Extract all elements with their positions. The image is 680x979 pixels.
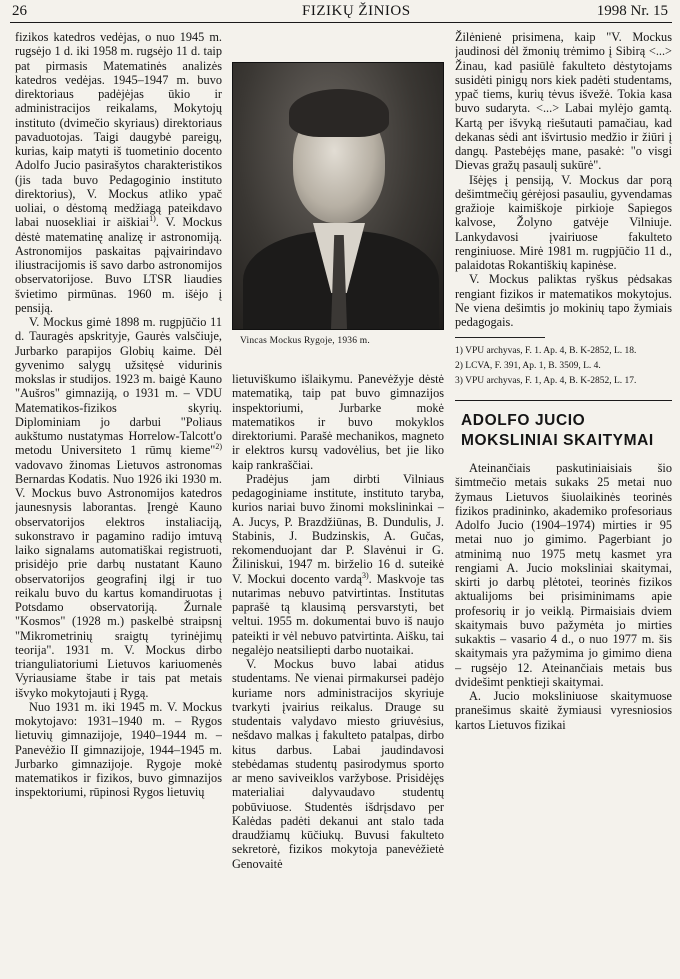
footnote-ref: 2)	[215, 442, 222, 452]
article1-ending	[455, 30, 672, 329]
journal-title: FIZIKŲ ŽINIOS	[302, 3, 411, 19]
footnote-3: 3) VPU archyvas, F. 1, Ap. 4, B. K-2852, L. 17.	[455, 376, 637, 386]
column-left	[15, 30, 222, 974]
body-paragraph: Žilėnienė prisimena, kaip "V. Mockus jaudinosi dėl žmonių trėmimo į Sibirą <...> Žinau, kad pasiūlė fakulteto dėstytojams susidėti pinigų nors kiek padėti studentams, ypač tiems, kurių tėvus išvežė. Tokia kasa buvo sudaryta. <...> Labai mylėjo gamtą. Kartą per išvyką riešutauti pamačiau, kad dekanas sėdi ant išvirtusio medžio ir žiūri į dangų. Pastebėjęs mane, pasakė: "o visgi Dievas gražų pasaulį sukūrė".	[455, 30, 672, 173]
body-paragraph: Pradėjus jam dirbti Vilniaus pedagoginiame institute, instituto taryba, kurios nariai buvo žinomi mokslininkai – A. Jucys, P. Brazdžiūnas, B. Dundulis, J. Stabinis, J. Budzinskis, A. Gučas, rekomenduojant dar P. Slavėnui ir G. Žiliniskui, 1947 m. birželio 16 d. suteikė V. Mockui docento vardą$^{3)}$. Maskvoje tas nutarimas nebuvo patvirtintas. Institutas paprašė tą klausimą persvarstyti, bet veltui. 1955 m. dokumentai buvo iš naujo pateikti ir vėl nebuvo patvirtinta. Aišku, tai negalėjo neatsiliepti darbo nuotaikai.	[232, 471, 444, 657]
footnotes	[455, 337, 672, 388]
body-paragraph: V. Mockus paliktas ryškus pėdsakas rengiant fizikos ir matematikos mokytojus. Ne viena dešimtis jo mokinių tapo žymiais pedagogais.	[455, 272, 672, 329]
page-number: 26	[12, 3, 27, 19]
article2-paragraph: A. Jucio moksliniuose skaitymuose pranešimus skaitė žymiausi vyresniosios kartos Lietuvos fizikai	[455, 689, 672, 732]
article2-paragraph: Ateinančiais paskutiniaisiais šio šimtmečio metais sukaks 25 metai nuo žymaus Lietuvos šiuolaikinės teorinės fizikos pradininko, akademiko profesoriaus Adolfo Jucio (1904–1974) mirties ir 95 metai nuo jo gimimo. Pagerbiant jo atminimą nuo 1975 metų kasmet yra rengiami A. Jucio moksliniai skaitymai, skirti jo darbų plėtotei, teorinės fizikos aktualijoms bei prisiminimams apie profesorių ir jo veiklą. Pirmaisiais dviem skaitymais buvo pažymėta jo mirties sukaktis – vasario 4 d., o nuo 1977 m. šis skaitymais yra pažymima jo gimimo diena – rugsėjo 12. Ateinančiais metais bus dvidešimt penktieji skaitymai.	[455, 461, 672, 689]
column-middle	[232, 372, 444, 974]
body-paragraph: Išėjęs į pensiją, V. Mockus dar porą dešimtmečių gėrėjosi pasauliu, gyvendamas gražioje kaimiškoje pirkioje Sapiegos kalvose, Žolyno gatvėje Vilniuje. Lankydavosi įvairiuose fakulteto renginiuose. Mirė 1981 m. rugpjūčio 11 d., palaidotas Rokantiškių kapinėse.	[455, 172, 672, 272]
footnote-1: 1) VPU archyvas, F. 1. Ap. 4, B. K-2852, L. 18.	[455, 346, 637, 357]
photo-caption: Vincas Mockus Rygoje, 1936 m.	[240, 336, 370, 346]
body-paragraph: lietuviškumo išlaikymu. Panevėžyje dėstė matematiką, taip pat buvo gimnazijos inspektoriumi, Jurbarke mokė matematikos ir buvo mokyklos direktoriumi. Parašė mechanikos, magneto ir elektros kursų vadovėlius, bet jie liko kaip rankraščiai.	[232, 372, 444, 472]
article2-title	[461, 411, 672, 451]
page-header	[10, 0, 672, 23]
footnote-ref: 3)	[362, 570, 369, 580]
article2-title-line1: ADOLFO JUCIO	[461, 411, 586, 429]
footnote-ref: 1)	[149, 214, 156, 224]
issue-number: 1998 Nr. 15	[596, 3, 668, 19]
body-paragraph: Nuo 1931 m. iki 1945 m. V. Mockus mokytojavo: 1931–1940 m. – Rygos lietuvių gimnazijoje, 1940–1944 m. – Panevėžio II gimnazijoje, 1944–1945 m. Jurbarko gimnazijoje. Rygoje mokė matematikos ir fizikos, buvo gimnazijos inspektoriumi, rūpinosi Rygos lietuvių	[15, 699, 222, 800]
portrait-figure	[232, 62, 444, 346]
body-paragraph: V. Mockus buvo labai atidus studentams. Ne vienai pirmakursei padėjo kuriame nors administracijos skyriuje tvarkyti įvairius reikalus. Drauge su studentais valydavo miesto griuvėsius, nešdavo malkas į fakulteto patalpas, dirbo kitus darbus. Labai jaudindavosi stebėdamas studentų pasirodymus sporto ar meno saviveiklos varžybose. Prisidėjęs materialiai dalyvaudavo studentų pobūviuose. Studentės išdrįsdavo per Kalėdas padėti dekanui ant stalo tada draudžiamų kūčiukų. Buvusi fakulteto sekretorė, fizikos mokytoja panevėžietė Genovaitė	[232, 657, 444, 871]
body-paragraph: V. Mockus gimė 1898 m. rugpjūčio 11 d. Tauragės apskrityje, Gaurės valsčiuje, Jurbarko parapijos Globių kaime. Dėl gyvenimo salygų užsitęsė vidurinis mokslas ir studijos. 1923 m. baigė Kauno "Aušros" gimnaziją, o 1931 m. – VDU Matematikos-fizikos skyrių. Diplominiam jo darbui "Poliaus aukštumo nustatymas Horrelow-Talcott'o metodu Universiteto 1 rūmų kieme"$^{2)}$ vadovavo žinomas Lietuvos astronomas Bernardas Kodatis. Nuo 1926 iki 1930 m. V. Mockus buvo Astronomijos katedros jaunesnysis laborantas. Įrengė Kauno observatorijos elektros instaliaciją, sukonstravo ir pagamino radijo imtuvą laiko signalams automatiškai registruoti, prisidėjo prie darbų nustatant Kauno observatorijos geografinį ilgį ir tuo reikalu buvo du kartus komandiruotas į Potsdamo observatoriją. Žurnale "Kosmos" (1928 m.) paskelbė straipsnį "Mikrometrinių sraigtų tyrinėjimų teorija". 1931 m. V. Mockus dirbo trianguliatoriumi Lietuvos kariuomenės Vyriausiame štabe ir tais pat metais išvyko mokytojauti į Rygą.	[15, 315, 222, 700]
portrait-photo	[232, 62, 444, 330]
footnote-2: 2) LCVA, F. 391, Ap. 1, B. 3509, L. 4.	[455, 361, 601, 372]
article2-title-line2: MOKSLINIAI SKAITYMAI	[461, 432, 654, 450]
article-divider	[455, 400, 672, 401]
column-right	[455, 30, 672, 974]
body-paragraph: fizikos katedros vedėjas, o nuo 1945 m. rugsėjo 1 d. iki 1958 m. rugsėjo 11 d. taip pat pirmasis Matematinės analizės katedros vedėjas. 1945–1947 m. buvo direktoriaus padėjėjas ūkio ir administracijos reikalams, Mokytojų instituto (dvimečio skyriaus) direktoriaus pavaduotojas. Taigi daugybė pareigų, kurias, kaip matyti iš tuometinio docento Adolfo Jucio pasirašytos charakteristikos (jis tada buvo Pedagoginio instituto direktorius), V. Mockus atliko ypač uoliai, o dėstomą medžiagą pateikdavo labai nuosekliai ir aiškiai$^{1)}$. V. Mockus dėstė matematinę analizę ir astronomiją. Astronomijos paskaitas pąįvairindavo iliustracijomis iš savo darbo astronomijos observatorijose. Buvo LTSR liaudies švietimo pirmūnas. 1960 m. išėjo į pensiją.	[15, 30, 222, 315]
